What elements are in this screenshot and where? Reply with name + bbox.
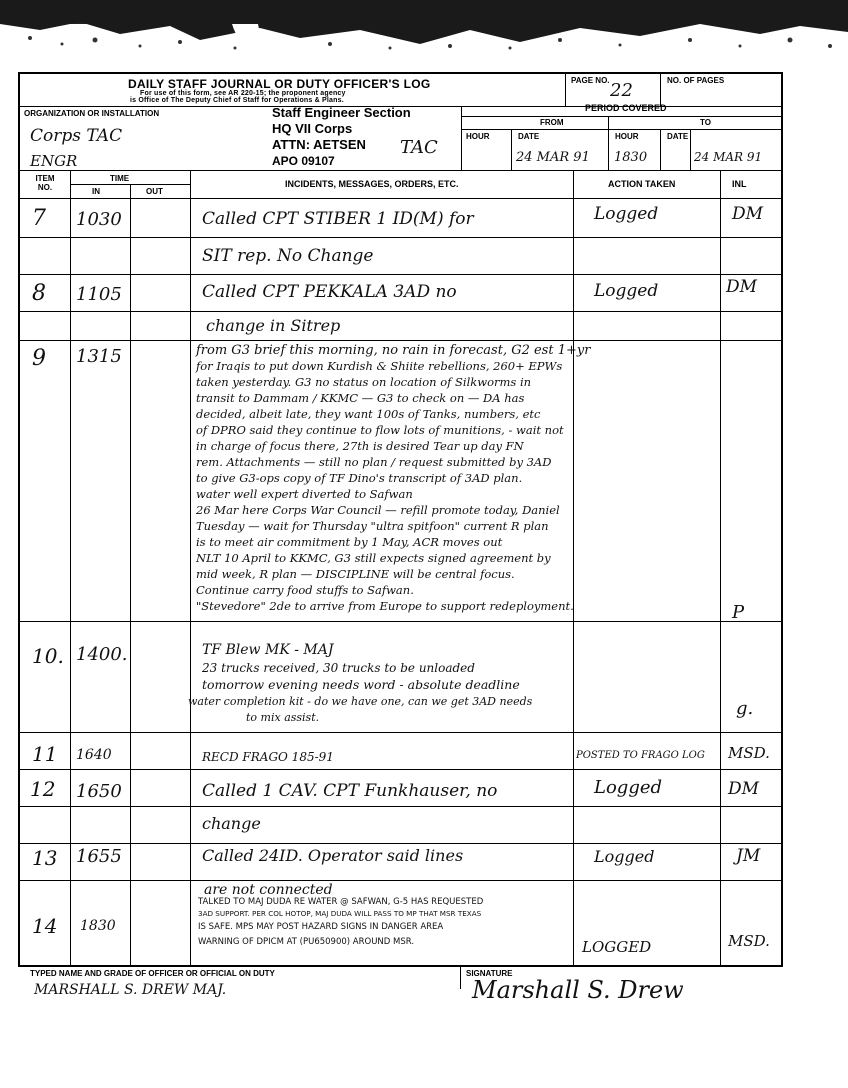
from-date-label: DATE (518, 132, 540, 141)
rule (20, 274, 781, 275)
time-in: 1315 (76, 346, 122, 367)
item-no: 8 (32, 281, 46, 306)
rule (573, 170, 574, 966)
time-in: 1640 (76, 747, 112, 763)
typed-name-label: TYPED NAME AND GRADE OF OFFICER OR OFFICIAL ON DUTY (30, 969, 275, 978)
typed-name: MARSHALL S. DREW MAJ. (34, 982, 227, 998)
entry-line: WARNING OF DPICM AT (PU650900) AROUND MSR. (198, 937, 415, 947)
item-no: 11 (32, 742, 58, 766)
page-no-label: PAGE NO. (571, 76, 610, 85)
rule (190, 170, 191, 966)
entry-line: is to meet air commitment by 1 May, ACR moves out (196, 535, 503, 549)
entry-line: Called 1 CAV. CPT Funkhauser, no (202, 781, 498, 801)
log-form (18, 72, 783, 967)
action-taken: POSTED TO FRAGO LOG (576, 750, 705, 761)
form-title: DAILY STAFF JOURNAL OR DUTY OFFICER'S LOG (128, 77, 431, 91)
entry-line: 26 Mar here Corps War Council — refill promote today, Daniel (196, 503, 560, 517)
initials: DM (728, 779, 760, 799)
item-no: 10. (32, 644, 64, 668)
action-taken: Logged (594, 777, 663, 798)
entry-line: Called CPT PEKKALA 3AD no (202, 282, 457, 302)
entry-line: "Stevedore" 2de to arrive from Europe to support redeployment. (196, 599, 574, 613)
time-in: 1105 (76, 284, 122, 305)
page-no: 22 (610, 80, 633, 101)
action-taken: Logged (594, 204, 659, 224)
entry-line: from G3 brief this morning, no rain in forecast, G2 est 1+yr (196, 343, 591, 358)
entry-line: rem. Attachments — still no plan / request submitted by 3AD (196, 455, 552, 469)
rule (460, 967, 461, 989)
stamp-line-3: ATTN: AETSEN (272, 137, 366, 152)
entry-line: 23 trucks received, 30 trucks to be unloaded (202, 661, 475, 675)
entry-line: water completion kit - do we have one, can we get 3AD needs (188, 695, 533, 708)
entry-line: tomorrow evening needs word - absolute deadline (202, 677, 520, 692)
form-subtitle-1: For use of this form, see AR 220-15; the proponent agency (140, 90, 346, 97)
from-hour-label: HOUR (466, 132, 490, 141)
to-date: 24 MAR 91 (694, 150, 763, 164)
stamp-line-4: APO 09107 (272, 154, 335, 168)
time-label: TIME (110, 174, 130, 183)
org-label: ORGANIZATION OR INSTALLATION (24, 109, 160, 118)
entry-line: TALKED TO MAJ DUDA RE WATER @ SAFWAN, G-5 HAS REQUESTED (198, 897, 484, 907)
rule (20, 621, 781, 622)
rule (20, 966, 781, 967)
time-in-label: IN (92, 187, 100, 196)
entry-line: SIT rep. No Change (202, 246, 374, 266)
stamp-line-2: HQ VII Corps (272, 121, 353, 136)
no-of-pages-label: NO. OF PAGES (667, 76, 725, 85)
rule (20, 237, 781, 238)
initials: JM (736, 846, 761, 866)
rule (461, 116, 781, 117)
entry-line: to mix assist. (246, 711, 320, 724)
entry-line: 3AD SUPPORT. PER COL HOTOP, MAJ DUDA WILL PASS TO MP THAT MSR TEXAS (198, 909, 482, 918)
signature-label: SIGNATURE (466, 969, 513, 978)
stamp-line-1: Staff Engineer Section (272, 105, 411, 120)
time-in: 1030 (76, 209, 122, 230)
entry-line: are not connected (204, 882, 333, 898)
entry-line: of DPRO said they continue to flow lots of munitions, - wait not (196, 423, 564, 437)
time-in: 1650 (76, 781, 122, 802)
rule (608, 116, 609, 170)
entry-line: to give G3-ops copy of TF Dino's transcript of 3AD plan. (196, 471, 523, 485)
signature: Marshall S. Drew (472, 976, 684, 1004)
rule (461, 129, 781, 130)
entry-line: IS SAFE. MPS MAY POST HAZARD SIGNS IN DANGER AREA (198, 922, 444, 932)
initials: MSD. (728, 932, 770, 950)
rule (565, 74, 566, 106)
to-hour: 1830 (614, 150, 648, 165)
action-taken: Logged (594, 847, 655, 866)
item-no: 12 (30, 777, 56, 801)
stamp-tac-handwritten: TAC (400, 137, 438, 158)
entry-line: change (202, 814, 261, 833)
rule (20, 880, 781, 881)
entry-line: TF Blew MK - MAJ (202, 642, 334, 658)
item-no: 7 (32, 206, 46, 231)
from-label: FROM (540, 118, 564, 127)
to-date-label: DATE (667, 132, 689, 141)
initials: g. (736, 698, 754, 719)
item-no: 9 (32, 346, 46, 371)
entry-line: mid week, R plan — DISCIPLINE will be central focus. (196, 567, 515, 581)
rule (20, 769, 781, 770)
scan-noise (0, 0, 848, 52)
rule (20, 311, 781, 312)
initials: DM (726, 277, 758, 297)
time-in: 1655 (76, 846, 122, 867)
incidents-label: INCIDENTS, MESSAGES, ORDERS, ETC. (285, 179, 459, 189)
entry-line: Called 24ID. Operator said lines (202, 846, 464, 865)
inl-label: INL (732, 179, 747, 189)
entry-line: RECD FRAGO 185-91 (202, 750, 334, 764)
rule (20, 170, 781, 171)
period-covered-label: PERIOD COVERED (585, 103, 667, 113)
action-taken-label: ACTION TAKEN (608, 179, 676, 189)
rule (20, 843, 781, 844)
rule (660, 74, 661, 106)
action-taken: LOGGED (582, 938, 652, 956)
entry-line: water well expert diverted to Safwan (196, 487, 413, 501)
rule (20, 198, 781, 199)
rule (660, 129, 661, 170)
entry-line: NLT 10 April to KKMC, G3 still expects signed agreement by (196, 551, 551, 565)
entry-line: in charge of focus there, 27th is desired Tear up day FN (196, 439, 524, 453)
initials: P (732, 602, 745, 623)
rule (20, 340, 781, 341)
to-label: TO (700, 118, 711, 127)
time-in: 1400. (76, 644, 128, 665)
form-subtitle-2: is Office of The Deputy Chief of Staff for Operations & Plans. (130, 97, 344, 104)
time-out-label: OUT (146, 187, 163, 196)
entry-line: Tuesday — wait for Thursday "ultra spitfoon" current R plan (196, 519, 549, 533)
to-hour-label: HOUR (615, 132, 639, 141)
action-taken: Logged (594, 281, 659, 301)
entry-line: taken yesterday. G3 no status on location of Silkworms in (196, 375, 532, 389)
entry-line: transit to Dammam / KKMC — G3 to check on — DA has (196, 391, 525, 405)
entry-line: Continue carry food stuffs to Safwan. (196, 583, 414, 597)
rule (20, 732, 781, 733)
rule (20, 806, 781, 807)
item-no-label: ITEM NO. (35, 174, 55, 192)
entry-line: for Iraqis to put down Kurdish & Shiite rebellions, 260+ EPWs (196, 359, 563, 373)
initials: MSD. (728, 744, 770, 762)
rule (130, 184, 131, 966)
org-handwritten-1: Corps TAC (30, 126, 123, 146)
rule (690, 129, 691, 170)
initials: DM (732, 204, 764, 224)
entry-line: change in Sitrep (206, 316, 341, 335)
scan-noise-graphic (0, 0, 848, 52)
org-handwritten-2: ENGR (30, 152, 78, 170)
rule (70, 170, 71, 966)
rule (720, 170, 721, 966)
entry-line: Called CPT STIBER 1 ID(M) for (202, 209, 474, 229)
time-in: 1830 (80, 918, 116, 934)
rule (511, 129, 512, 170)
entry-line: decided, albeit late, they want 100s of Tanks, numbers, etc (196, 407, 541, 421)
from-date: 24 MAR 91 (516, 150, 590, 165)
item-no: 13 (32, 846, 58, 870)
item-no: 14 (32, 914, 58, 938)
